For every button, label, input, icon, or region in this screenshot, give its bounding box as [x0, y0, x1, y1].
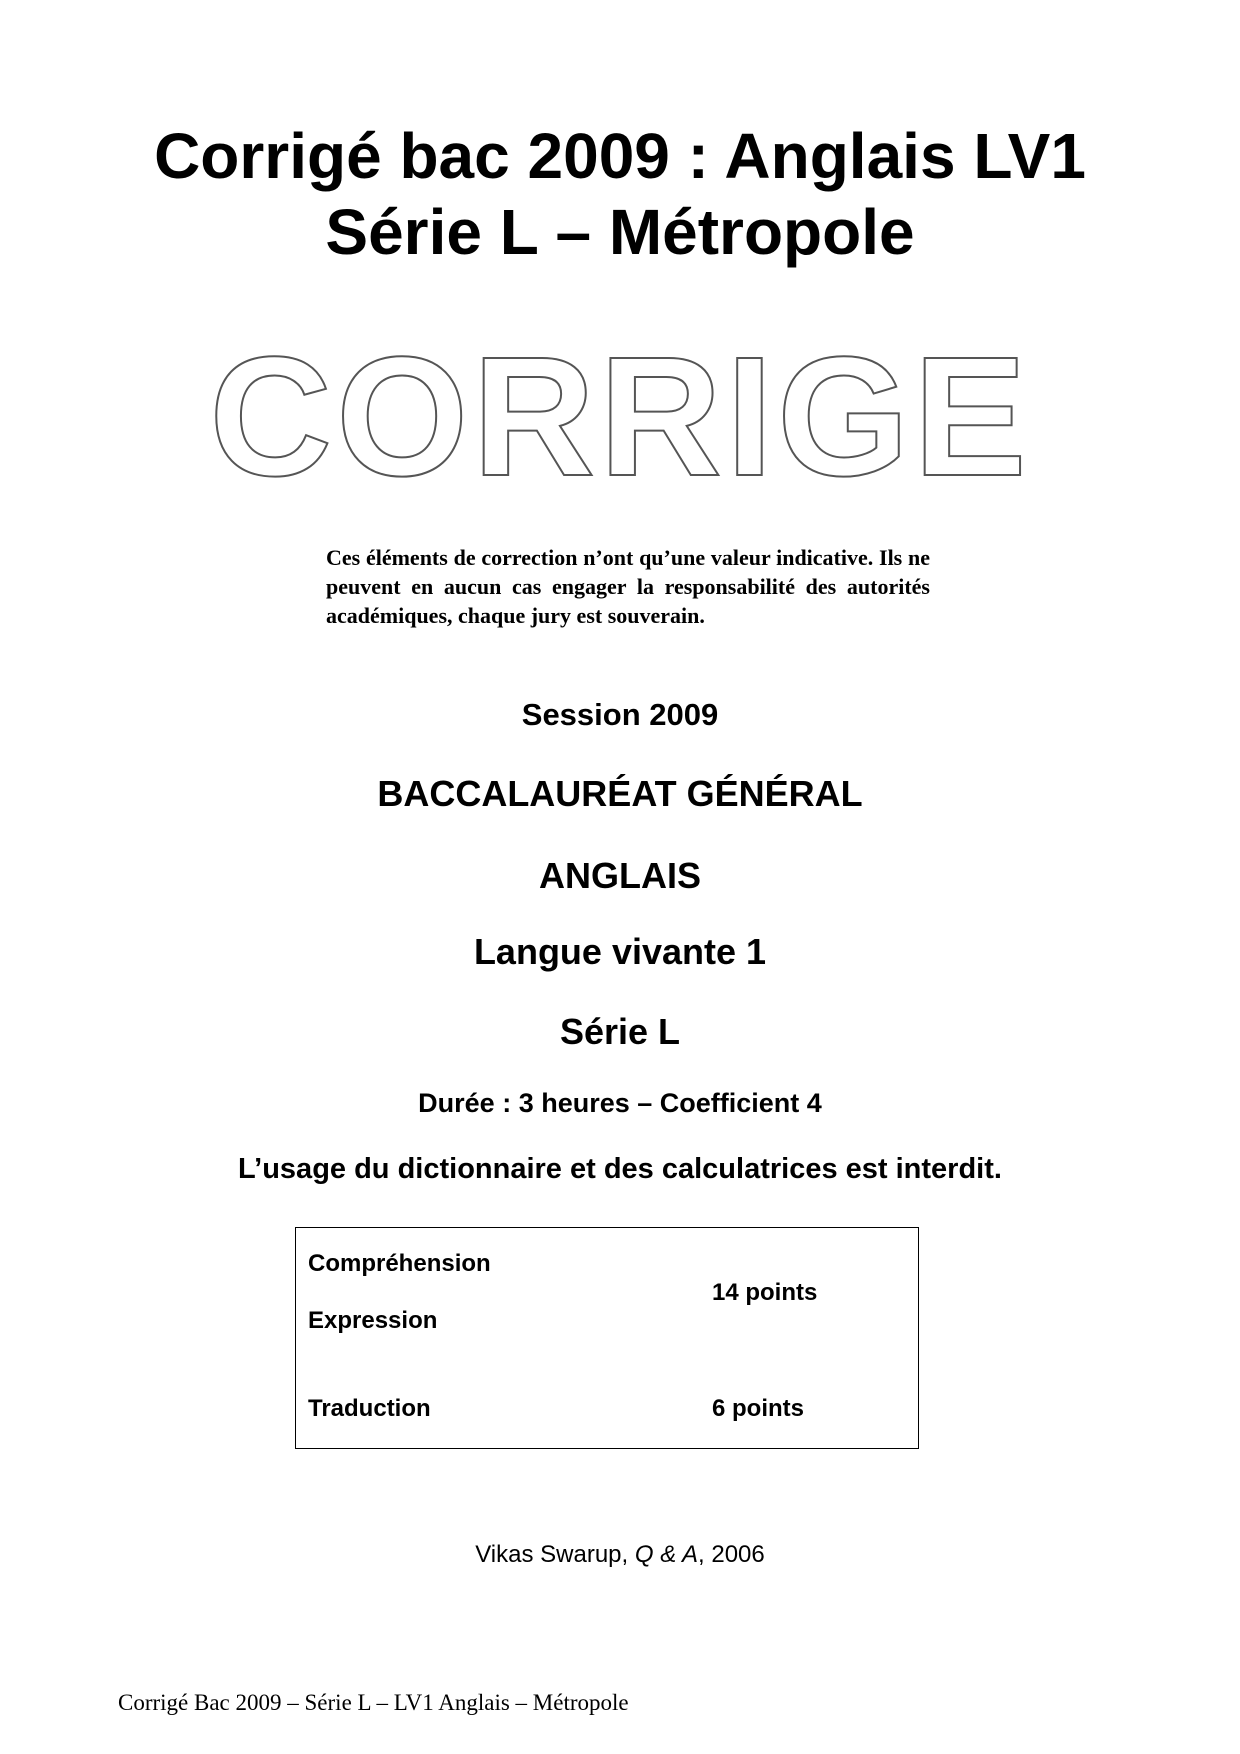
subject-label: ANGLAIS: [539, 855, 701, 896]
scoring-table: [295, 1227, 919, 1449]
source-author: Vikas Swarup,: [475, 1541, 635, 1568]
language-level-label: Langue vivante 1: [473, 931, 767, 972]
title-line-1: Corrigé bac 2009 : Anglais LV1: [154, 120, 1086, 192]
corrige-stamp: CORRIGE: [209, 322, 1031, 512]
source-work-title: Q & A: [634, 1541, 699, 1568]
translation-points: 6 points: [712, 1395, 805, 1422]
comprehension-expression-points: 14 points: [712, 1279, 818, 1306]
disclaimer-text: Ces éléments de correction n’ont qu’une valeur indicative. Ils ne peuvent en aucun cas engager la responsabilité des autorités académiques, chaque jury est souverain.: [326, 545, 930, 628]
rules-label: L’usage du dictionnaire et des calculatrices est interdit.: [238, 1153, 1002, 1185]
page-footer: Corrigé Bac 2009 – Série L – LV1 Anglais – Métropole: [118, 1690, 629, 1715]
session-label: Session 2009: [521, 697, 719, 732]
diploma-label: BACCALAURÉAT GÉNÉRAL: [377, 773, 863, 814]
expression-label: Expression: [308, 1307, 438, 1334]
title-line-2: Série L – Métropole: [325, 196, 915, 268]
comprehension-label: Compréhension: [308, 1250, 491, 1277]
source-year: , 2006: [698, 1541, 765, 1568]
document-title: [0, 118, 1240, 270]
text-source: [0, 1541, 1240, 1569]
translation-label: Traduction: [308, 1395, 431, 1422]
series-label: Série L: [559, 1011, 681, 1052]
duration-label: Durée : 3 heures – Coefficient 4: [418, 1088, 822, 1118]
